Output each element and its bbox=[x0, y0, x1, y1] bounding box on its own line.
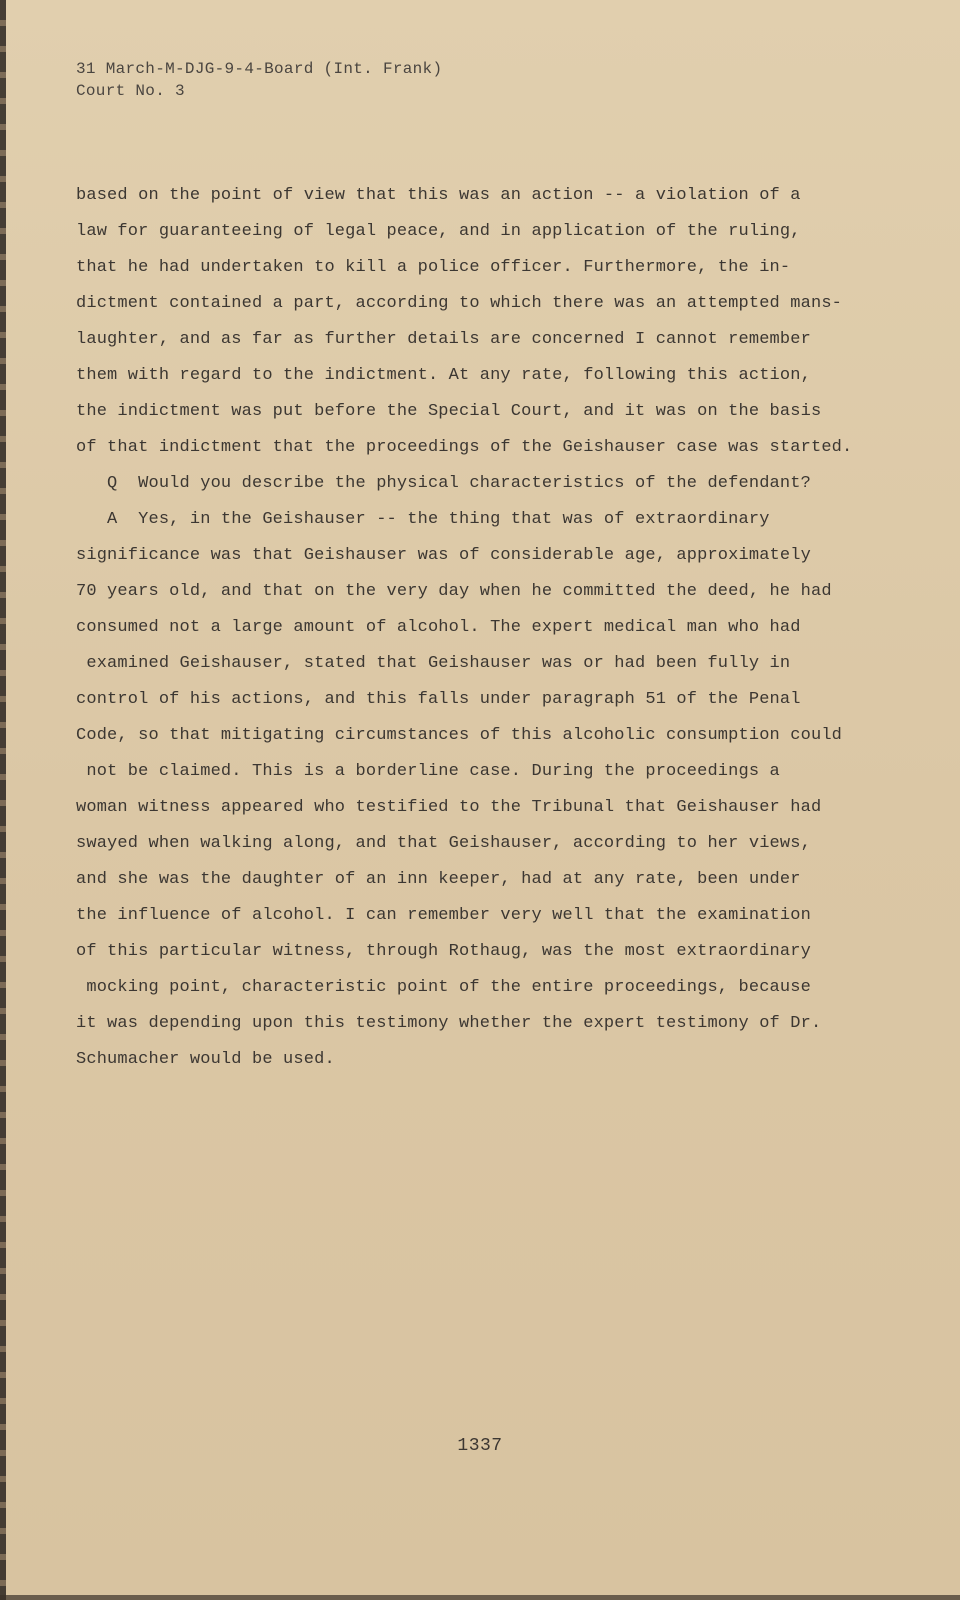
body-line: examined Geishauser, stated that Geishauser was or had been fully in bbox=[76, 654, 791, 673]
document-header bbox=[76, 58, 442, 102]
body-line: based on the point of view that this was an action -- a violation of a bbox=[76, 186, 801, 205]
body-line: laughter, and as far as further details are concerned I cannot remember bbox=[76, 330, 811, 349]
body-line: and she was the daughter of an inn keeper, had at any rate, been under bbox=[76, 870, 801, 889]
question-line: Q Would you describe the physical characteristics of the defendant? bbox=[76, 474, 811, 493]
body-line: of this particular witness, through Rothaug, was the most extraordinary bbox=[76, 942, 811, 961]
body-line: that he had undertaken to kill a police officer. Furthermore, the in- bbox=[76, 258, 791, 277]
page-number: 1337 bbox=[457, 1436, 503, 1456]
body-line: law for guaranteeing of legal peace, and in application of the ruling, bbox=[76, 222, 801, 241]
body-line: control of his actions, and this falls under paragraph 51 of the Penal bbox=[76, 690, 801, 709]
header-line-1: 31 March-M-DJG-9-4-Board (Int. Frank) bbox=[76, 60, 443, 78]
body-line: of that indictment that the proceedings of the Geishauser case was started. bbox=[76, 438, 853, 457]
body-line: significance was that Geishauser was of considerable age, approximately bbox=[76, 546, 811, 565]
body-line: the influence of alcohol. I can remember very well that the examination bbox=[76, 906, 811, 925]
page-left-edge bbox=[0, 0, 6, 1600]
header-line-2: Court No. 3 bbox=[76, 82, 185, 100]
document-body bbox=[76, 178, 853, 1078]
body-line: it was depending upon this testimony whether the expert testimony of Dr. bbox=[76, 1014, 822, 1033]
body-line: them with regard to the indictment. At any rate, following this action, bbox=[76, 366, 811, 385]
body-line: not be claimed. This is a borderline case. During the proceedings a bbox=[76, 762, 780, 781]
body-line: Schumacher would be used. bbox=[76, 1050, 335, 1069]
body-line: the indictment was put before the Special Court, and it was on the basis bbox=[76, 402, 822, 421]
body-line: dictment contained a part, according to which there was an attempted mans- bbox=[76, 294, 843, 313]
body-line: consumed not a large amount of alcohol. The expert medical man who had bbox=[76, 618, 801, 637]
body-line: Code, so that mitigating circumstances of this alcoholic consumption could bbox=[76, 726, 843, 745]
body-line: 70 years old, and that on the very day when he committed the deed, he had bbox=[76, 582, 832, 601]
body-line: mocking point, characteristic point of the entire proceedings, because bbox=[76, 978, 811, 997]
answer-line: A Yes, in the Geishauser -- the thing that was of extraordinary bbox=[76, 510, 770, 529]
body-line: swayed when walking along, and that Geishauser, according to her views, bbox=[76, 834, 811, 853]
page-bottom-edge bbox=[0, 1595, 960, 1600]
body-line: woman witness appeared who testified to the Tribunal that Geishauser had bbox=[76, 798, 822, 817]
